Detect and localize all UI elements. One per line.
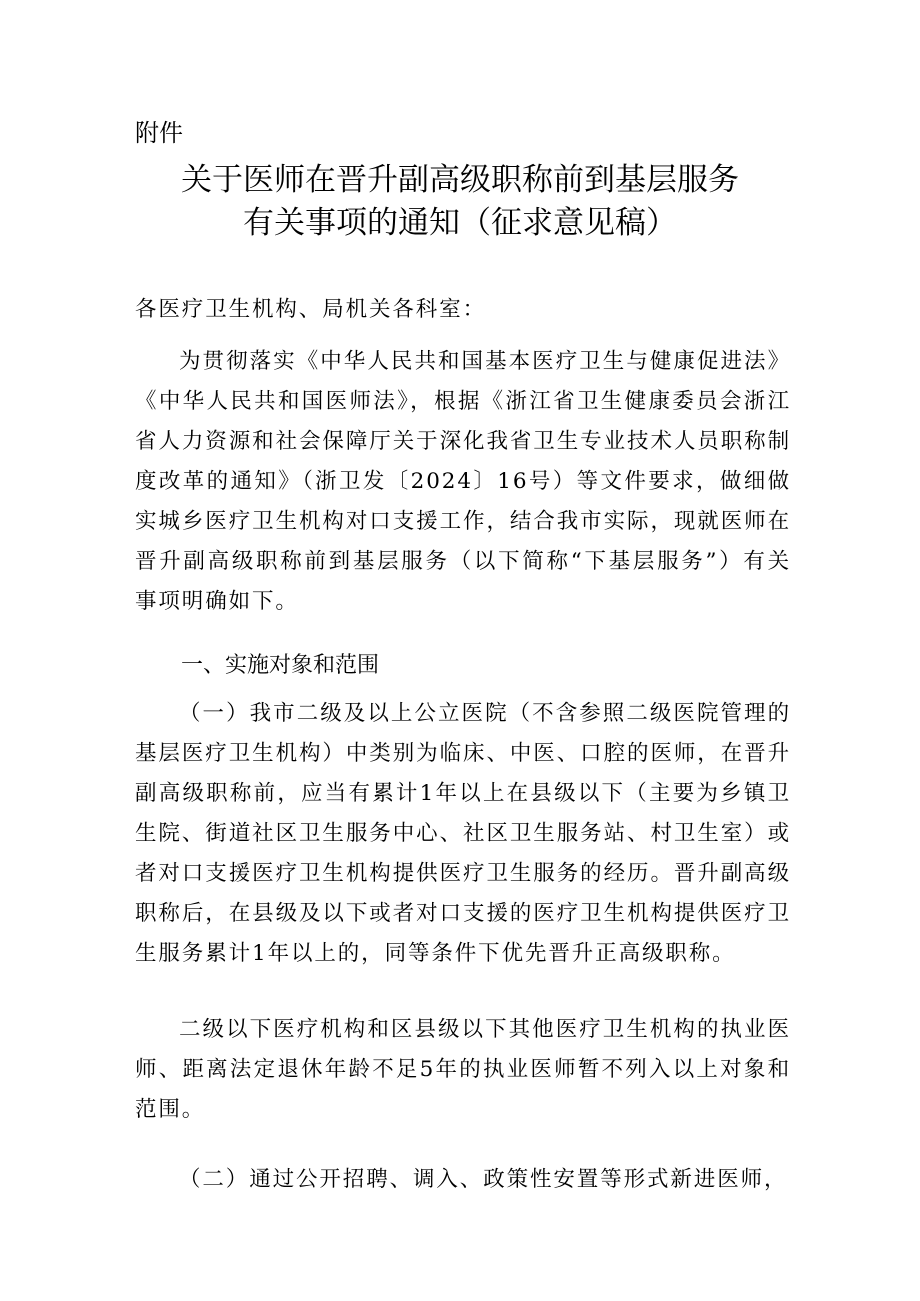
document-title-line-2: 有关事项的通知（征求意见稿） [243, 205, 677, 241]
section-1-note: 二级以下医疗机构和区县级以下其他医疗卫生机构的执业医师、距离法定退休年龄不足5年的执业医师暂不列入以上对象和范围。 [135, 1017, 791, 1122]
intro-paragraph: 为贯彻落实《中华人民共和国基本医疗卫生与健康促进法》《中华人民共和国医师法》，根据《浙江省卫生健康委员会浙江省人力资源和社会保障厅关于深化我省卫生专业技术人员职称制度改革的通知》（浙卫发〔2024〕16号）等文件要求，做细做实城乡医疗卫生机构对口支援工作，结合我市实际，现就医师在晋升副高级职称前到基层服务（以下简称“下基层服务”）有关事项明确如下。 [135, 349, 791, 614]
salutation: 各医疗卫生机构、局机关各科室： [135, 297, 487, 322]
section-1-item-1: （一）我市二级及以上公立医院（不含参照二级医院管理的基层医疗卫生机构）中类别为临床、中医、口腔的医师，在晋升副高级职称前，应当有累计1年以上在县级以下（主要为乡镇卫生院、街道社区卫生服务中心、社区卫生服务站、村卫生室）或者对口支援医疗卫生机构提供医疗卫生服务的经历。晋升副高级职称后，在县级及以下或者对口支援的医疗卫生机构提供医疗卫生服务累计1年以上的，同等条件下优先晋升正高级职称。 [135, 701, 791, 966]
section-1-item-2: （二）通过公开招聘、调入、政策性安置等形式新进医师， [179, 1167, 788, 1192]
document-title-line-1: 关于医师在晋升副高级职称前到基层服务 [181, 162, 739, 198]
attachment-label: 附件 [135, 119, 183, 147]
section-heading-1: 一、实施对象和范围 [181, 653, 380, 678]
